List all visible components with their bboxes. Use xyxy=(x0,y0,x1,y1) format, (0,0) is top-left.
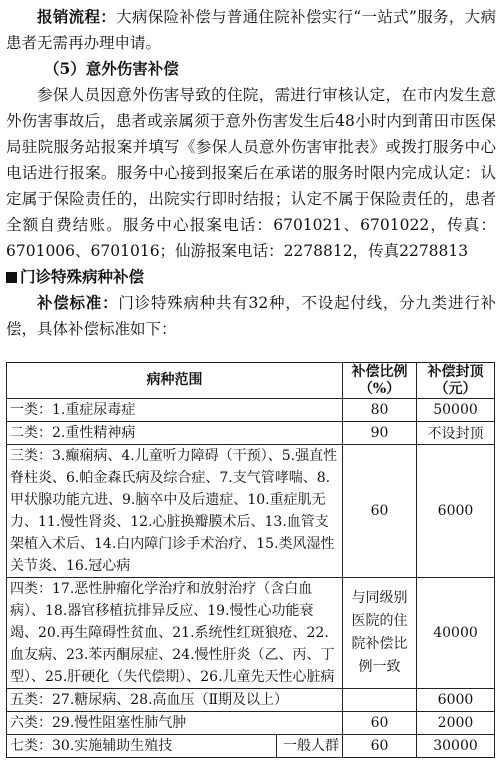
accident-heading: （5）意外伤害补偿 xyxy=(44,59,179,78)
row-cap: 2000 xyxy=(417,712,495,735)
table-row xyxy=(7,735,495,758)
table-row xyxy=(7,689,495,712)
row-cap: 6000 xyxy=(417,689,495,712)
row-ratio: 与同级别医院的住院补偿比例一致 xyxy=(343,578,417,689)
table-row xyxy=(7,578,495,689)
row-ratio: 80 xyxy=(343,399,417,422)
table-row xyxy=(7,422,495,445)
row-ratio xyxy=(343,689,417,712)
row-scope: 七类：30.实施辅助生殖技 xyxy=(10,738,173,754)
header-cap: 补偿封顶（元） xyxy=(417,363,495,399)
row-cap: 30000 xyxy=(417,735,495,758)
row-ratio: 90 xyxy=(343,422,417,445)
document-page xyxy=(6,4,496,342)
row-scope: 四类：17.恶性肿瘤化学治疗和放射治疗（含白血病）、18.器官移植抗排异反应、19.慢性心功能衰竭、20.再生障碍性贫血、21.系统性红斑狼疮、22.血友病、23.苯丙酮尿症、24.慢性肝炎（乙、丙、丁型）、25.肝硬化（失代偿期）、26.儿童先天性心脏病 xyxy=(7,578,343,689)
outpatient-heading: 门诊特殊病种补偿 xyxy=(20,267,145,286)
square-bullet-icon xyxy=(6,272,17,283)
reimbursement-text: 大病保险补偿与普通住院补偿实行“一站式”服务，大病患者无需再办理申请。 xyxy=(6,8,496,52)
standard-paragraph xyxy=(6,290,496,342)
row-scope: 五类：27.糖尿病、28.高血压（Ⅱ期及以上） xyxy=(7,689,343,712)
reimbursement-label: 报销流程： xyxy=(37,7,117,26)
reimbursement-paragraph xyxy=(6,4,496,56)
outpatient-heading-line xyxy=(6,264,496,290)
row-scope-split xyxy=(7,735,343,758)
row-cap: 40000 xyxy=(417,578,495,689)
header-ratio: 补偿比例（%） xyxy=(343,363,417,399)
table-row xyxy=(7,399,495,422)
row-scope: 一类：1.重症尿毒症 xyxy=(7,399,343,422)
standard-text: 门诊特殊病种共有32种，不设起付线，分九类进行补偿，具体补偿标准如下： xyxy=(6,294,496,338)
header-scope: 病种范围 xyxy=(7,363,343,399)
table-row xyxy=(7,445,495,578)
table-row xyxy=(7,712,495,735)
row-sub-scope: 一般人群 xyxy=(276,735,342,757)
row-cap: 6000 xyxy=(417,445,495,578)
row-scope: 二类：2.重性精神病 xyxy=(7,422,343,445)
row-ratio: 60 xyxy=(343,712,417,735)
row-ratio: 60 xyxy=(343,735,417,758)
compensation-table xyxy=(6,362,495,758)
row-scope: 六类：29.慢性阻塞性肺气肿 xyxy=(7,712,343,735)
row-scope: 三类：3.癫痫病、4.儿童听力障碍（干预）、5.强直性脊柱炎、6.帕金森氏病及综合症、7.支气管哮喘、8.甲状腺功能亢进、9.脑卒中及后遗症、10.重症肌无力、11.慢性肾炎、12.心脏换瓣膜术后、13.血管支架植入术后、14.白内障门诊手术治疗、15.类风湿性关节炎、16.冠心病 xyxy=(7,445,343,578)
table-header-row xyxy=(7,363,495,399)
row-cap: 不设封顶 xyxy=(417,422,495,445)
row-cap: 50000 xyxy=(417,399,495,422)
accident-body: 参保人员因意外伤害导致的住院，需进行审核认定，在市内发生意外伤害事故后，患者或亲属须于意外伤害发生后48小时内到莆田市医保局驻院服务站报案并填写《参保人员意外伤害审批表》或拨打服务中心电话进行报案。服务中心接到报案后在承诺的服务时限内完成认定：认定属于保险责任的，出院实行即时结报；认定不属于保险责任的，患者全额自费结账。服务中心报案电话：6701021、6701022，传真：6701006、6701016；仙游报案电话：2278812，传真2278813 xyxy=(6,86,496,260)
row-ratio: 60 xyxy=(343,445,417,578)
standard-label: 补偿标准： xyxy=(37,293,119,312)
